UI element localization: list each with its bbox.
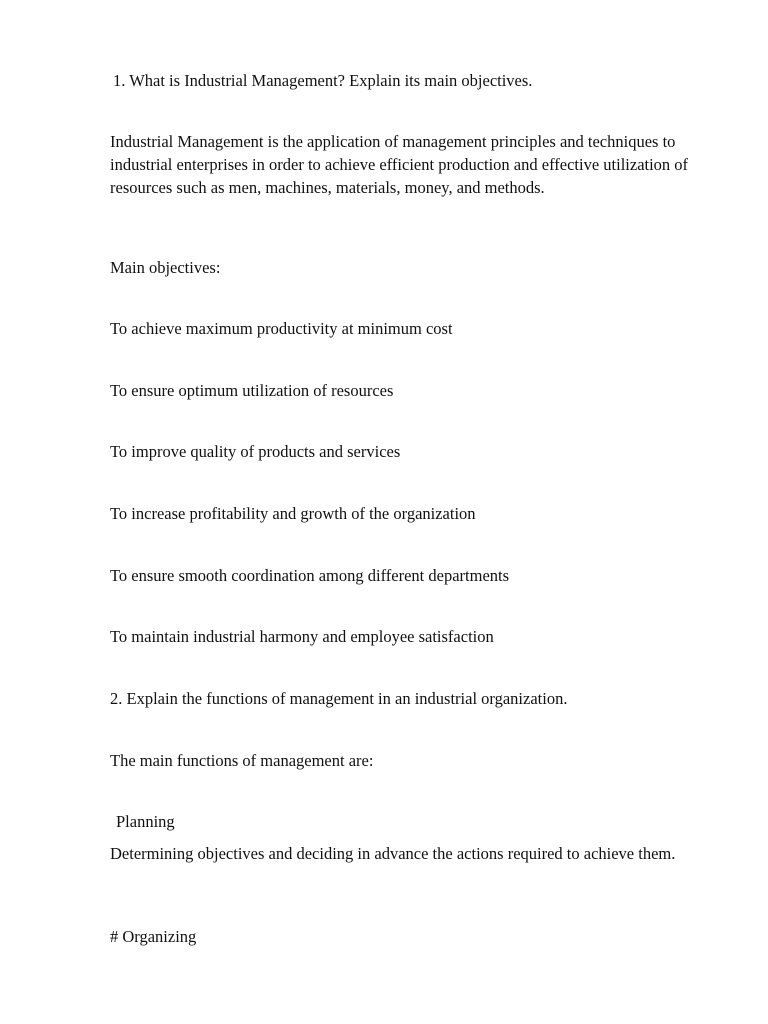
functions-intro: The main functions of management are: [110, 751, 374, 770]
objectives-label: Main objectives: [110, 258, 221, 277]
objective-item: To ensure optimum utilization of resources [110, 381, 394, 400]
planning-title: Planning [116, 812, 175, 831]
q2-heading: 2. Explain the functions of management in an industrial organization. [110, 689, 568, 708]
objective-item: To achieve maximum productivity at minimum cost [110, 319, 453, 338]
objective-item: To maintain industrial harmony and employee satisfaction [110, 627, 494, 646]
objective-item: To improve quality of products and services [110, 442, 401, 461]
objective-item: To increase profitability and growth of the organization [110, 504, 476, 523]
q1-definition: Industrial Management is the application of management principles and techniques to industrial enterprises in order to achieve efficient production and effective utilization of resources such as men, machines, materials, money, and methods. [110, 132, 689, 197]
objective-item: To ensure smooth coordination among different departments [110, 566, 510, 585]
q1-heading: 1. What is Industrial Management? Explain its main objectives. [113, 71, 533, 90]
planning-description: Determining objectives and deciding in advance the actions required to achieve them. [110, 844, 676, 863]
organizing-title: # Organizing [110, 927, 197, 946]
